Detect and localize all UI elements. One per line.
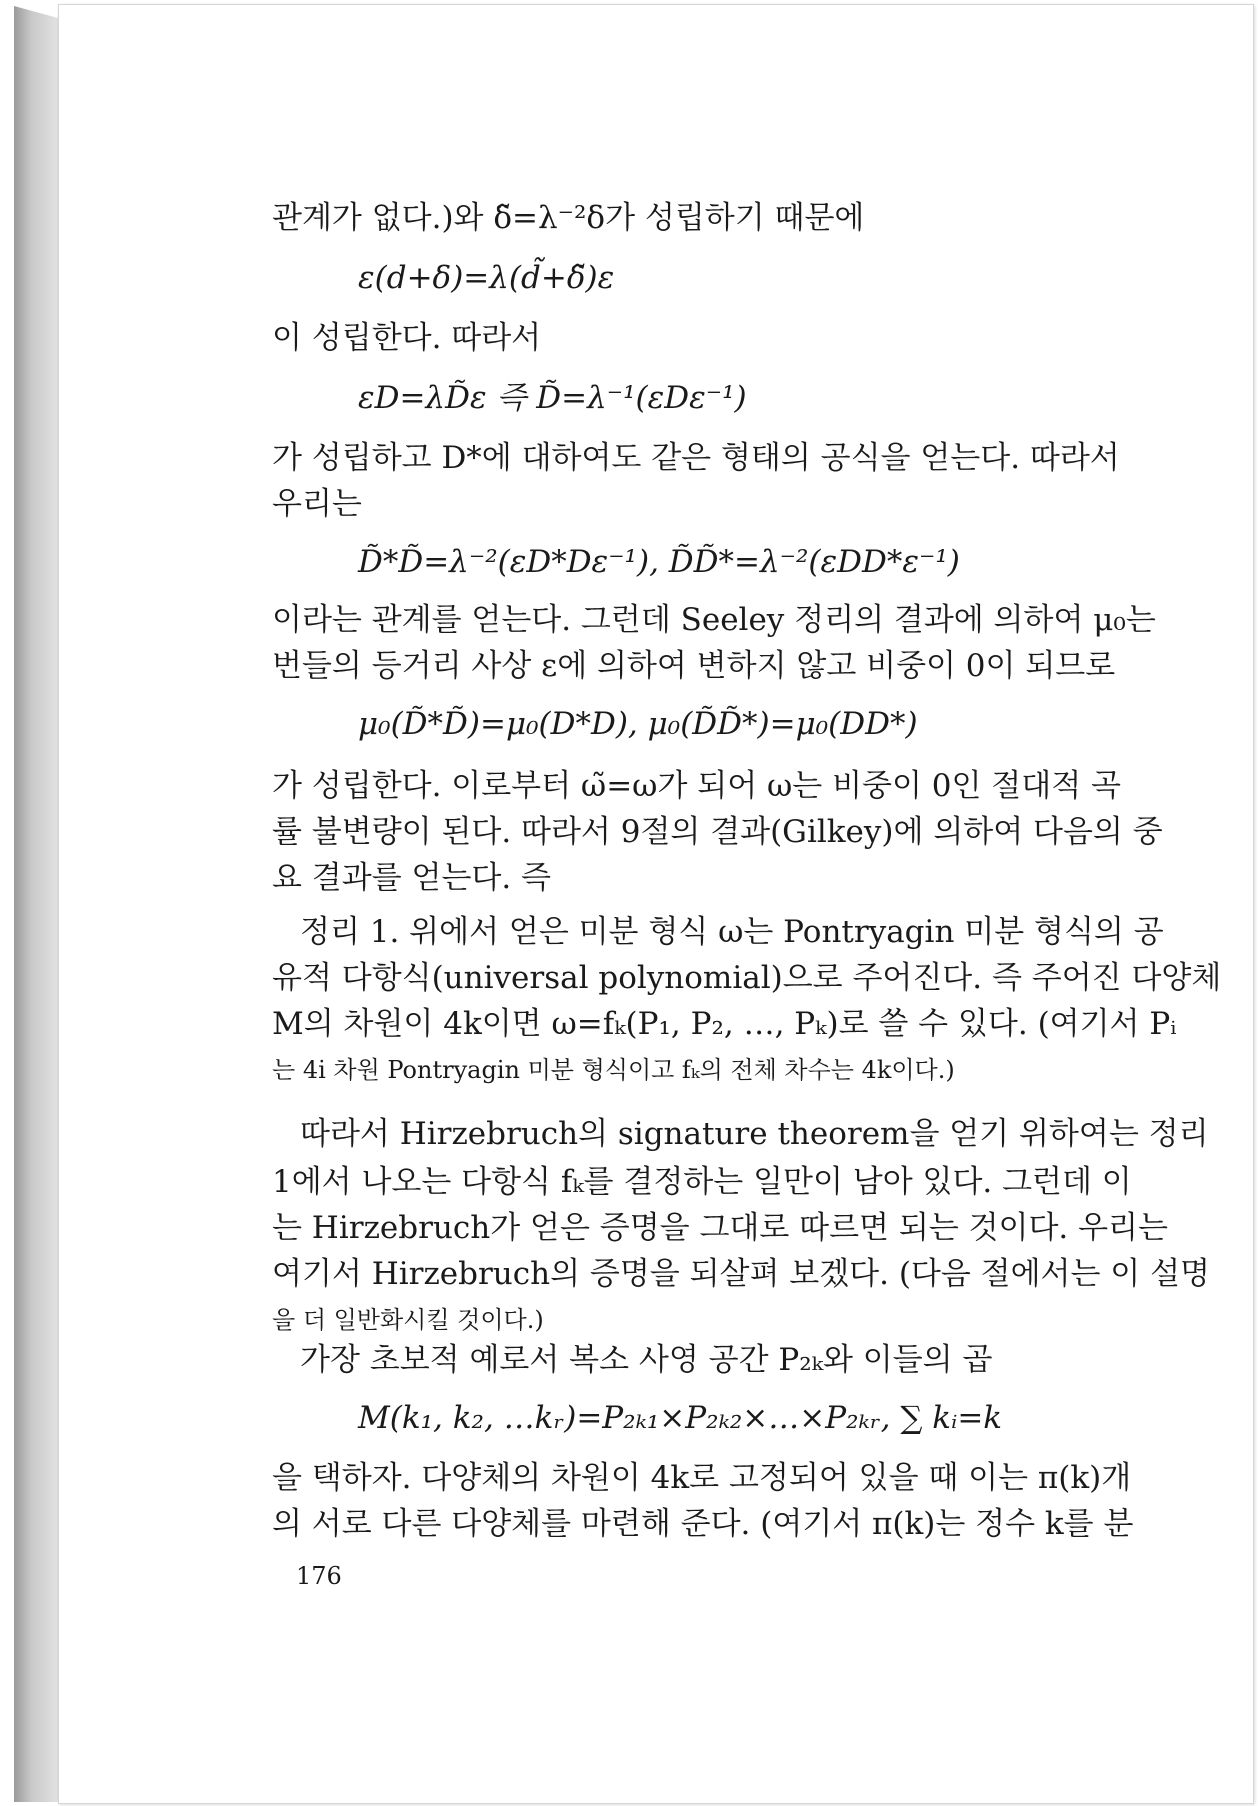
text-line: 률 불변량이 된다. 따라서 9절의 결과(Gilkey)에 의하여 다음의 중 — [272, 814, 1163, 850]
text-line: 요 결과를 얻는다. 즉 — [272, 860, 551, 896]
text-line: 우리는 — [272, 486, 362, 522]
text-line: 1에서 나오는 다항식 fₖ를 결정하는 일만이 남아 있다. 그런데 이 — [272, 1164, 1132, 1200]
equation: εD=λD̃ε 즉 D̃=λ⁻¹(εDε⁻¹) — [358, 380, 747, 416]
theorem-line: M의 차원이 4k이면 ω=fₖ(P₁, P₂, …, Pₖ)로 쓸 수 있다. (여기서 Pᵢ — [272, 1006, 1177, 1042]
text-line: 을 더 일반화시킬 것이다.) — [272, 1306, 544, 1334]
equation: μ₀(D̃*D̃)=μ₀(D*D), μ₀(D̃D̃*)=μ₀(DD*) — [358, 706, 918, 742]
book-spine — [14, 6, 58, 1802]
text-line: 을 택하자. 다양체의 차원이 4k로 고정되어 있을 때 이는 π(k)개 — [272, 1460, 1132, 1496]
text-line: 따라서 Hirzebruch의 signature theorem을 얻기 위하여는 정리 — [300, 1116, 1209, 1152]
equation: D̃*D̃=λ⁻²(εD*Dε⁻¹), D̃D̃*=λ⁻²(εDD*ε⁻¹) — [358, 544, 960, 580]
text-line: 가장 초보적 예로서 복소 사영 공간 P₂ₖ와 이들의 곱 — [300, 1342, 993, 1378]
text-line: 이 성립한다. 따라서 — [272, 320, 542, 356]
page-number: 176 — [296, 1562, 342, 1590]
text-line: 번들의 등거리 사상 ε에 의하여 변하지 않고 비중이 0이 되므로 — [272, 648, 1116, 684]
theorem-line: 정리 1. 위에서 얻은 미분 형식 ω는 Pontryagin 미분 형식의 공 — [300, 914, 1164, 950]
theorem-line: 는 4i 차원 Pontryagin 미분 형식이고 fₖ의 전체 차수는 4k이다.) — [272, 1056, 955, 1084]
text-line: 여기서 Hirzebruch의 증명을 되살펴 보겠다. (다음 절에서는 이 설명 — [272, 1256, 1210, 1292]
theorem-line: 유적 다항식(universal polynomial)으로 주어진다. 즉 주어진 다양체 — [272, 960, 1222, 996]
text-line: 의 서로 다른 다양체를 마련해 준다. (여기서 π(k)는 정수 k를 분 — [272, 1506, 1134, 1542]
text-line: 가 성립한다. 이로부터 ω̃=ω가 되어 ω는 비중이 0인 절대적 곡 — [272, 768, 1121, 804]
text-line: 이라는 관계를 얻는다. 그런데 Seeley 정리의 결과에 의하여 μ₀는 — [272, 602, 1156, 638]
text-line: 관계가 없다.)와 δ̃=λ⁻²δ가 성립하기 때문에 — [272, 200, 865, 236]
text-line: 는 Hirzebruch가 얻은 증명을 그대로 따르면 되는 것이다. 우리는 — [272, 1210, 1168, 1246]
text-line: 가 성립하고 D*에 대하여도 같은 형태의 공식을 얻는다. 따라서 — [272, 440, 1120, 476]
equation: M(k₁, k₂, …kᵣ)=P₂ₖ₁×P₂ₖ₂×…×P₂ₖᵣ, ∑ kᵢ=k — [358, 1400, 1003, 1436]
equation: ε(d+δ)=λ(d̃+δ̃)ε — [358, 260, 615, 296]
